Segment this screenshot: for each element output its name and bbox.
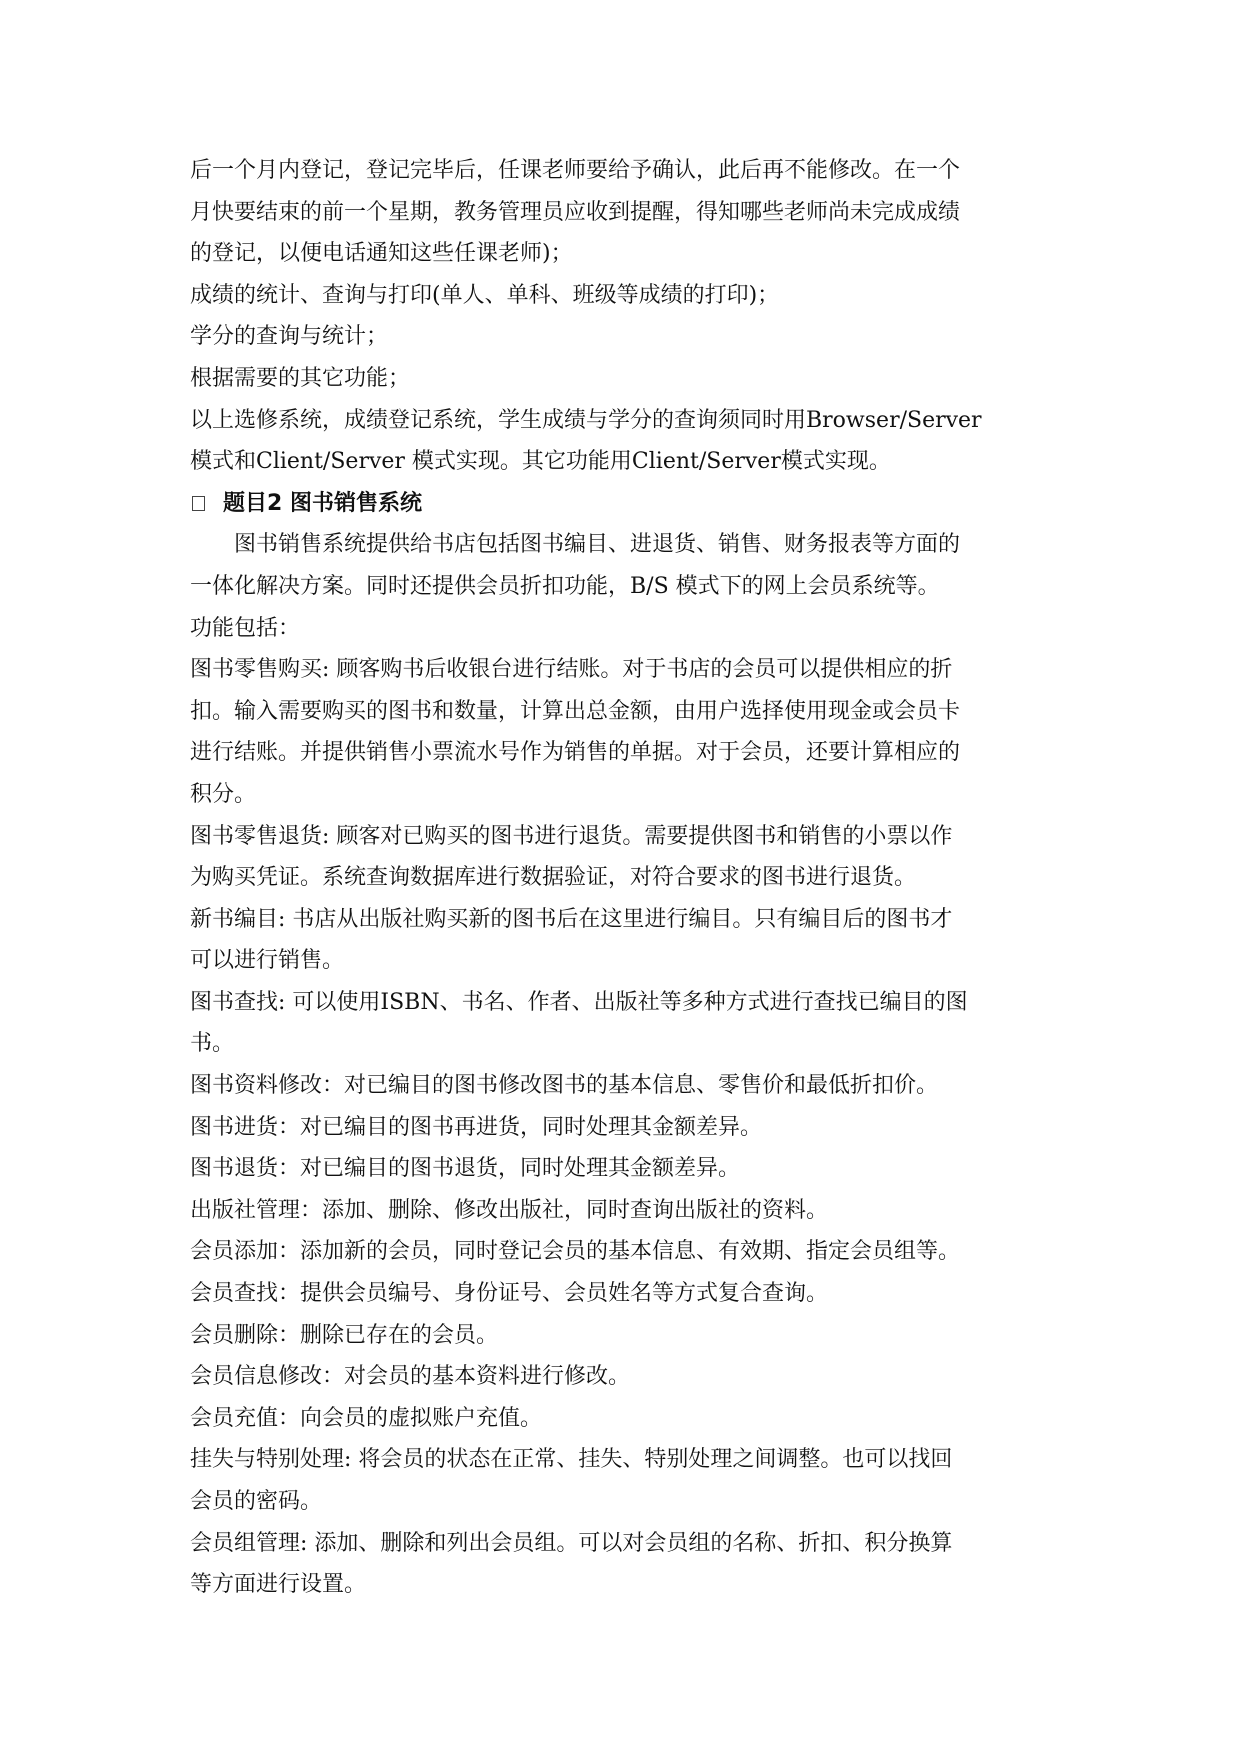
text-line: 扣。输入需要购买的图书和数量，计算出总金额，由用户选择使用现金或会员卡: [190, 698, 961, 724]
text-line: 的登记，以便电话通知这些任课老师)；: [190, 241, 573, 267]
text-line: 会员的密码。: [190, 1489, 323, 1514]
text-line: 等方面进行设置。: [190, 1572, 367, 1598]
text-line: 会员添加：添加新的会员，同时登记会员的基本信息、有效期、指定会员组等。: [190, 1239, 961, 1265]
text-line: 以上选修系统，成绩登记系统，学生成绩与学分的查询须同时用Browser/Server: [190, 407, 982, 433]
text-line: 一体化解决方案。同时还提供会员折扣功能，B/S 模式下的网上会员系统等。: [190, 573, 940, 599]
text-line: 图书进货：对已编目的图书再进货，同时处理其金额差异。: [190, 1114, 763, 1140]
text-line: 出版社管理：添加、删除、修改出版社，同时查询出版社的资料。: [190, 1197, 829, 1223]
text-line: 图书查找: 可以使用ISBN、书名、作者、出版社等多种方式进行查找已编目的图: [190, 989, 968, 1015]
text-line: 会员信息修改：对会员的基本资料进行修改。: [190, 1364, 631, 1390]
text-line: 进行结账。并提供销售小票流水号作为销售的单据。对于会员，还要计算相应的: [190, 740, 961, 766]
text-line: 图书零售购买: 顾客购书后收银台进行结账。对于书店的会员可以提供相应的折: [190, 657, 953, 683]
text-line: 后一个月内登记，登记完毕后，任课老师要给予确认，此后再不能修改。在一个: [190, 158, 961, 183]
text-line: 图书零售退货: 顾客对已购买的图书进行退货。需要提供图书和销售的小票以作: [190, 823, 953, 849]
text-line: 月快要结束的前一个星期，教务管理员应收到提醒，得知哪些老师尚未完成成绩: [190, 199, 961, 225]
text-line: 功能包括：: [190, 615, 301, 641]
text-line: 会员查找：提供会员编号、身份证号、会员姓名等方式复合查询。: [190, 1281, 829, 1307]
text-line: 成绩的统计、查询与打印(单人、单科、班级等成绩的打印)；: [190, 282, 780, 308]
text-line: 会员组管理: 添加、删除和列出会员组。可以对会员组的名称、折扣、积分换算: [190, 1530, 953, 1556]
document-page: [190, 150, 1060, 1606]
section-heading: [190, 483, 1060, 525]
text-line: 图书资料修改：对已编目的图书修改图书的基本信息、零售价和最低折扣价。: [190, 1073, 939, 1099]
text-line: 为购买凭证。系统查询数据库进行数据验证，对符合要求的图书进行退货。: [190, 865, 917, 891]
text-line: 可以进行销售。: [190, 948, 345, 974]
checkbox-bullet-icon: [192, 496, 205, 511]
text-line: 图书退货：对已编目的图书退货，同时处理其金额差异。: [190, 1156, 741, 1182]
text-line: 积分。: [190, 781, 257, 807]
text-line: 根据需要的其它功能；: [190, 365, 411, 391]
text-line: 挂失与特别处理: 将会员的状态在正常、挂失、特别处理之间调整。也可以找回: [190, 1447, 953, 1473]
text-line: 书。: [190, 1031, 235, 1057]
text-line: 会员删除：删除已存在的会员。: [190, 1322, 499, 1348]
text-line: 新书编目: 书店从出版社购买新的图书后在这里进行编目。只有编目后的图书才: [190, 906, 953, 932]
section-heading-text: 题目2 图书销售系统: [223, 490, 422, 516]
text-line: 模式和Client/Server 模式实现。其它功能用Client/Server模式实现。: [190, 449, 891, 475]
text-line: 会员充值：向会员的虚拟账户充值。: [190, 1405, 543, 1431]
text-line: 图书销售系统提供给书店包括图书编目、进退货、销售、财务报表等方面的: [234, 532, 961, 558]
text-line: 学分的查询与统计；: [190, 324, 389, 350]
